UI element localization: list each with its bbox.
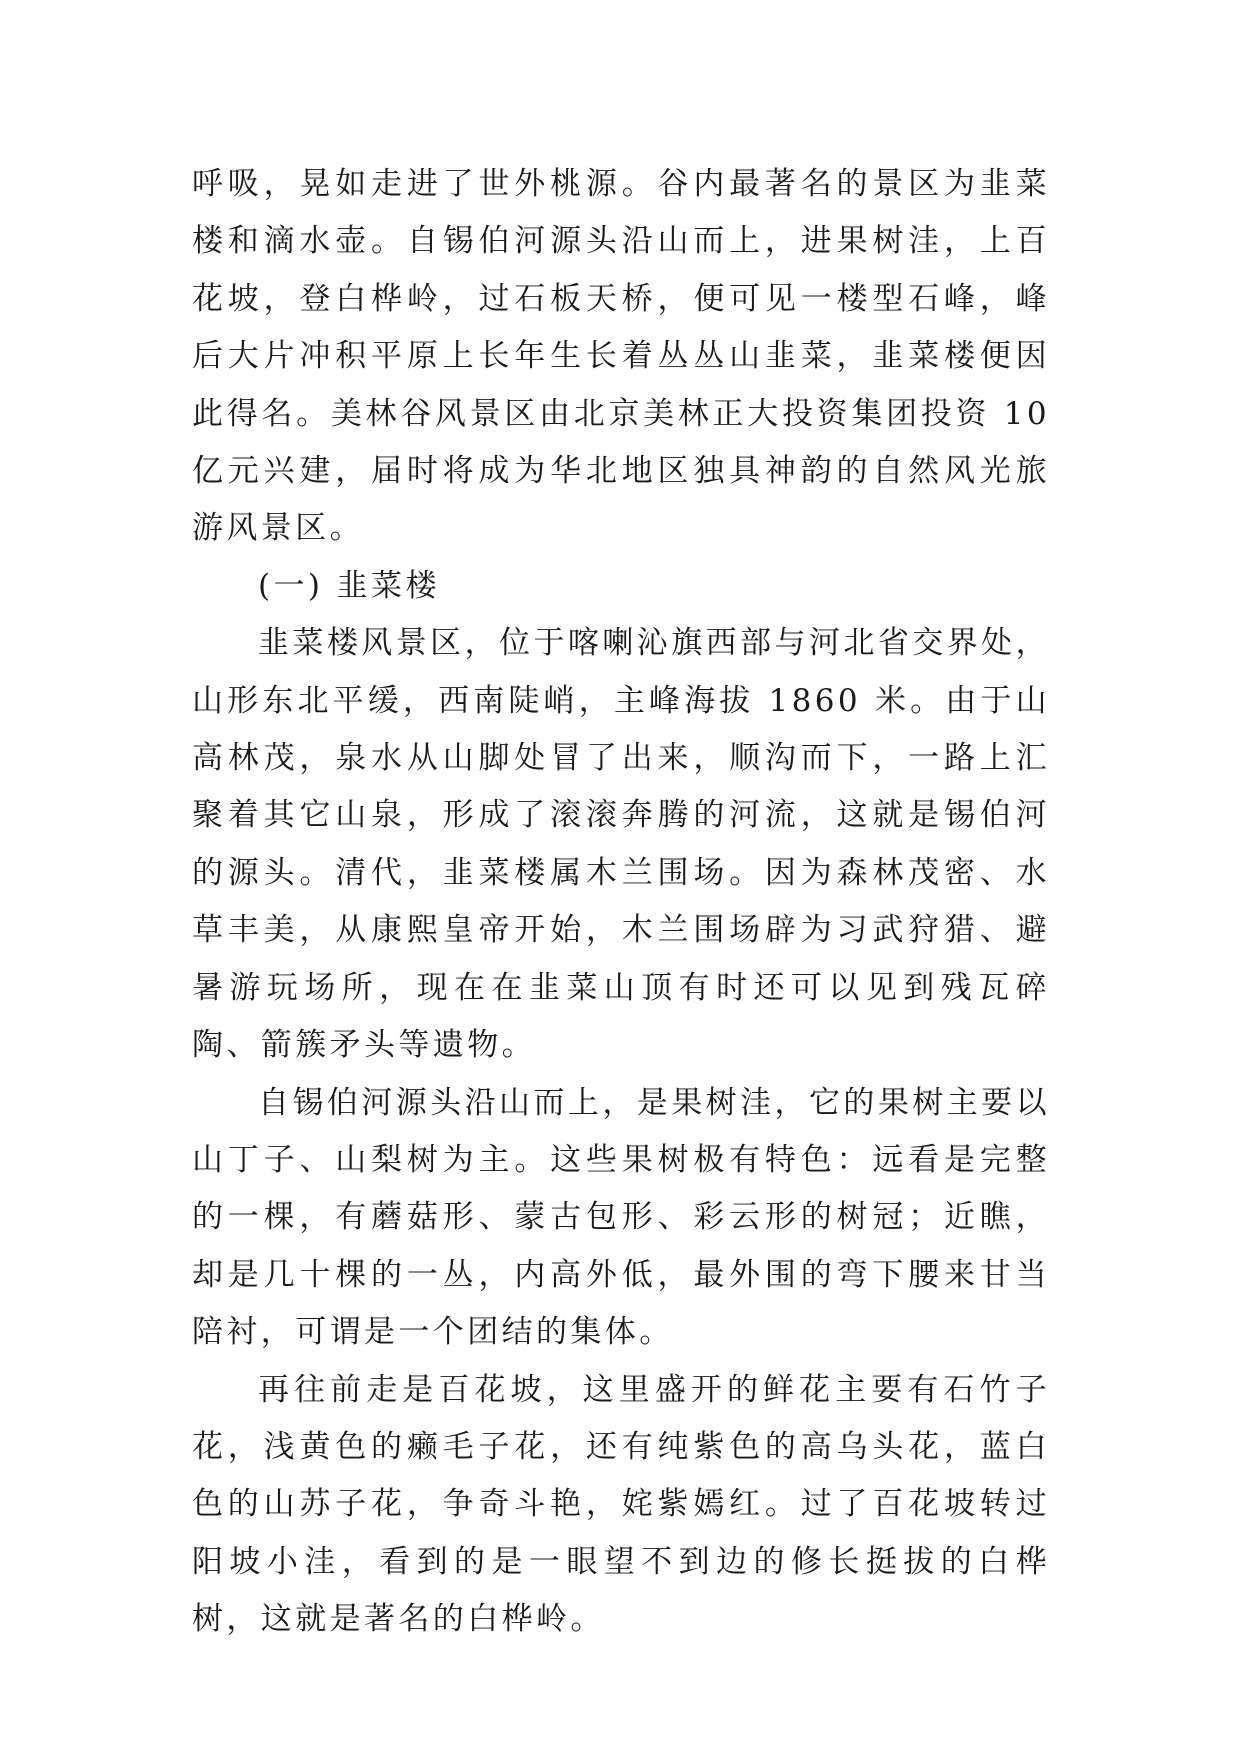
- paragraph-jiucailou-overview: 韭菜楼风景区，位于喀喇沁旗西部与河北省交界处，山形东北平缓，西南陡峭，主峰海拔 1860 米。由于山高林茂，泉水从山脚处冒了出来，顺沟而下，一路上汇聚着其它山泉，形成了滚滚奔腾的河流，这就是锡伯河的源头。清代，韭菜楼属木兰围场。因为森林茂密、水草丰美，从康熙皇帝开始，木兰围场辟为习武狩猎、避暑游玩场所，现在在韭菜山顶有时还可以见到残瓦碎陶、箭簇矛头等遗物。: [192, 625, 1050, 1064]
- paragraph-intro-continued: 呼吸，晃如走进了世外桃源。谷内最著名的景区为韭菜楼和滴水壶。自锡伯河源头沿山而上，进果树洼，上百花坡，登白桦岭，过石板天桥，便可见一楼型石峰，峰后大片冲积平原上长年生长着丛丛山韭菜，韭菜楼便因此得名。美林谷风景区由北京美林正大投资集团投资 10 亿元兴建，届时将成为华北地区独具神韵的自然风光旅游风景区。: [192, 166, 1050, 547]
- paragraph-baihuapo: 再往前走是百花坡，这里盛开的鲜花主要有石竹子花，浅黄色的癞毛子花，还有纯紫色的高乌头花，蓝白色的山苏子花，争奇斗艳，姹紫嫣红。过了百花坡转过阳坡小洼，看到的是一眼望不到边的修长挺拔的白桦树，这就是著名的白桦岭。: [192, 1371, 1050, 1638]
- section-heading-jiucailou: (一) 韭菜楼: [258, 567, 440, 604]
- document-page: [192, 156, 1050, 1649]
- paragraph-guoshuwa: 自锡伯河源头沿山而上，是果树洼，它的果树主要以山丁子、山梨树为主。这些果树极有特色：远看是完整的一棵，有蘑菇形、蒙古包形、彩云形的树冠；近瞧，却是几十棵的一丛，内高外低，最外围的弯下腰来甘当陪衬，可谓是一个团结的集体。: [192, 1084, 1050, 1351]
